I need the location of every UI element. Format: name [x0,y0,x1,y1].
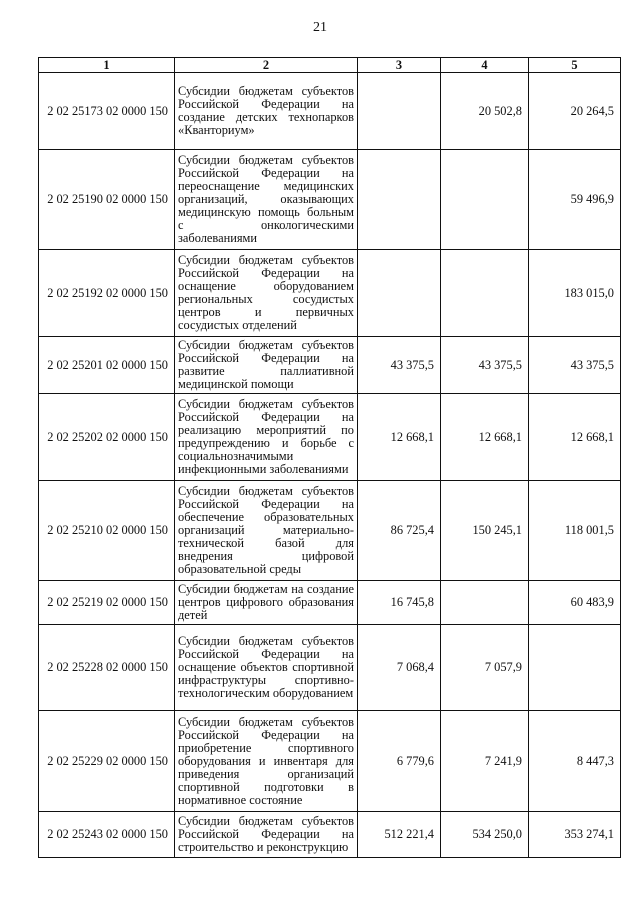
value-col-4: 43 375,5 [441,337,529,394]
budget-code: 2 02 25202 02 0000 150 [39,394,175,481]
value-col-3 [358,73,441,150]
table-row [39,250,621,337]
table-row [39,150,621,250]
subsidy-description: Субсидии бюджетам субъектов Российской Федерации на оснащение оборудованием региональных сосудистых центров и первичных сосудистых отделений [175,250,358,337]
value-col-5: 12 668,1 [529,394,621,481]
header-col-4: 4 [441,58,529,73]
value-col-5: 353 274,1 [529,812,621,858]
header-col-5: 5 [529,58,621,73]
value-col-3 [358,150,441,250]
subsidy-description: Субсидии бюджетам субъектов Российской Федерации на реализацию мероприятий по предупреждению и борьбе с социальнозначимыми инфекционными заболеваниями [175,394,358,481]
value-col-4: 534 250,0 [441,812,529,858]
value-col-5: 8 447,3 [529,711,621,812]
value-col-3: 86 725,4 [358,481,441,581]
subsidy-description: Субсидии бюджетам на создание центров цифрового образования детей [175,581,358,625]
value-col-3: 43 375,5 [358,337,441,394]
budget-code: 2 02 25219 02 0000 150 [39,581,175,625]
subsidy-description: Субсидии бюджетам субъектов Российской Федерации на обеспечение образовательных организаций материально-технической базой для внедрения цифровой образовательной среды [175,481,358,581]
table-row [39,394,621,481]
value-col-4: 20 502,8 [441,73,529,150]
value-col-4: 7 057,9 [441,625,529,711]
subsidy-description: Субсидии бюджетам субъектов Российской Федерации на строительство и реконструкцию [175,812,358,858]
budget-code: 2 02 25201 02 0000 150 [39,337,175,394]
budget-code: 2 02 25173 02 0000 150 [39,73,175,150]
value-col-3: 7 068,4 [358,625,441,711]
header-col-2: 2 [175,58,358,73]
subsidy-description: Субсидии бюджетам субъектов Российской Федерации на оснащение объектов спортивной инфраструктуры спортивно-технологическим оборудованием [175,625,358,711]
table-row [39,711,621,812]
table-row [39,812,621,858]
value-col-3 [358,250,441,337]
value-col-5: 59 496,9 [529,150,621,250]
value-col-4 [441,150,529,250]
value-col-4: 7 241,9 [441,711,529,812]
table-row [39,581,621,625]
subsidy-description: Субсидии бюджетам субъектов Российской Федерации на приобретение спортивного оборудования и инвентаря для приведения организаций спортивной подготовки в нормативное состояние [175,711,358,812]
value-col-4 [441,581,529,625]
value-col-5: 118 001,5 [529,481,621,581]
table-row [39,625,621,711]
value-col-3: 512 221,4 [358,812,441,858]
table-row [39,73,621,150]
budget-code: 2 02 25210 02 0000 150 [39,481,175,581]
page-number: 21 [313,20,327,35]
value-col-5: 20 264,5 [529,73,621,150]
value-col-5: 60 483,9 [529,581,621,625]
budget-code: 2 02 25190 02 0000 150 [39,150,175,250]
budget-table [38,57,621,858]
value-col-4 [441,250,529,337]
budget-code: 2 02 25243 02 0000 150 [39,812,175,858]
table-row [39,481,621,581]
subsidy-description: Субсидии бюджетам субъектов Российской Федерации на развитие паллиативной медицинской помощи [175,337,358,394]
subsidy-description: Субсидии бюджетам субъектов Российской Федерации на переоснащение медицинских организаций, оказывающих медицинскую помощь больным с онкологическими заболеваниями [175,150,358,250]
value-col-3: 6 779,6 [358,711,441,812]
header-col-1: 1 [39,58,175,73]
header-col-3: 3 [358,58,441,73]
value-col-4: 12 668,1 [441,394,529,481]
subsidy-description: Субсидии бюджетам субъектов Российской Федерации на создание детских технопарков «Кванториум» [175,73,358,150]
budget-code: 2 02 25229 02 0000 150 [39,711,175,812]
budget-code: 2 02 25228 02 0000 150 [39,625,175,711]
value-col-5 [529,625,621,711]
budget-code: 2 02 25192 02 0000 150 [39,250,175,337]
value-col-5: 43 375,5 [529,337,621,394]
value-col-3: 16 745,8 [358,581,441,625]
header-row [39,58,621,73]
table-row [39,337,621,394]
value-col-3: 12 668,1 [358,394,441,481]
value-col-4: 150 245,1 [441,481,529,581]
value-col-5: 183 015,0 [529,250,621,337]
